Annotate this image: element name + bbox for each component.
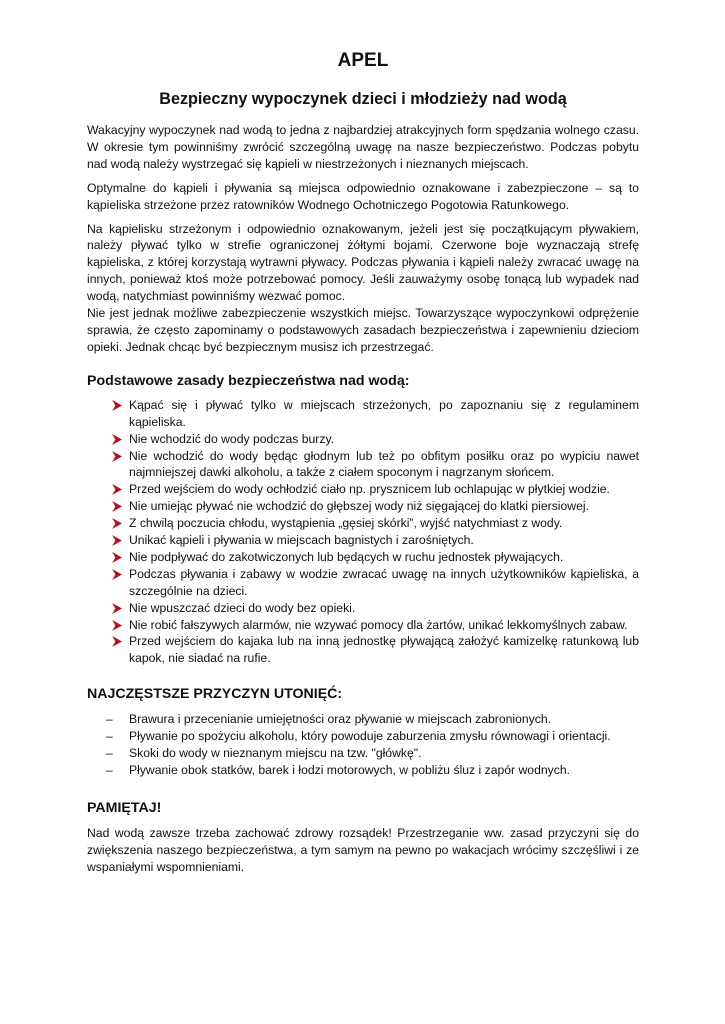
causes-list [87,711,639,779]
diamond-bullet-icon [111,569,122,580]
diamond-bullet-icon [111,603,122,614]
rule-item [87,431,639,448]
causes-heading: NAJCZĘSTSZE PRZYCZYN UTONIĘĆ: [87,686,343,703]
diamond-bullet-icon [111,518,122,529]
document-body [87,122,639,876]
page-subtitle: Bezpieczny wypoczynek dzieci i młodzieży nad wodą [159,90,567,108]
diamond-bullet-icon [111,451,122,462]
rule-text: Nie wchodzić do wody podczas burzy. [129,431,335,446]
rule-text: Nie podpływać do zakotwiczonych lub będących w ruchu jednostek pływających. [129,549,564,564]
remember-text: Nad wodą zawsze trzeba zachować zdrowy rozsądek! Przestrzeganie ww. zasad przyczyni się do zwiększenia naszego bezpieczeństwa, a tym samym na pewno po wakacjach wrócimy szczęśliwi i ze wspaniałymi wspomnieniami. [87,825,639,874]
diamond-bullet-icon [111,484,122,495]
rule-item [87,633,639,667]
diamond-bullet-icon [111,552,122,563]
cause-item [87,762,639,779]
intro-paragraph: Wakacyjny wypoczynek nad wodą to jedna z najbardziej atrakcyjnych form spędzania wolnego czasu. W okresie tym powinniśmy zwrócić szczególną uwagę na nasze bezpieczeństwo. Podczas pobytu nad wodą należy wystrzegać się kąpieli w niestrzeżonych i nieznanych miejscach. [87,123,639,171]
cause-text: Skoki do wody w nieznanym miejscu na tzw. "główkę". [129,746,422,761]
rule-text: Nie umiejąc pływać nie wchodzić do głębszej wody niż sięgającej do klatki piersiowej. [129,499,589,514]
cause-item [87,711,639,728]
intro-paragraph: Nie jest jednak możliwe zabezpieczenie wszystkich miejsc. Towarzyszące wypoczynkowi odprężenie sprawia, że często zapominamy o podstawowych zasadach bezpieczeństwa i zapewnieniu dzieciom opieki. Jednak chcąc być bezpiecznym musisz ich przestrzegać. [87,306,639,354]
dash-bullet: – [106,763,113,777]
intro-paragraph: Na kąpielisku strzeżonym i odpowiednio oznakowanym, jeżeli jest się początkującym pływakiem, należy pływać tylko w strefie ograniczonej żółtymi bojami. Czerwone boje wyznaczają strefę kąpieliska, z której korzystają wytrawni pływacy. Podczas pływania i kąpieli należy zwracać uwagę na innych, ponieważ ktoś może potrzebować pomocy. Jeśli zauważymy osobę tonącą lub wypadek nad wodą, natychmiast powinniśmy wezwać pomoc. [87,221,639,304]
cause-text: Pływanie po spożyciu alkoholu, który powoduje zaburzenia zmysłu równowagi i orientacji. [129,729,611,744]
rule-item [87,532,639,549]
rule-text: Kąpać się i pływać tylko w miejscach strzeżonych, po zapoznaniu się z regulaminem kąpieliska. [129,397,639,429]
dash-bullet: – [106,746,113,761]
rule-text: Podczas pływania i zabawy w wodzie zwracać uwagę na innych użytkowników kąpieliska, a szczególnie na dzieci. [129,566,639,598]
diamond-bullet-icon [111,620,122,631]
rule-text: Z chwilą poczucia chłodu, wystąpienia „gęsiej skórki”, wyjść natychmiast z wody. [129,516,563,531]
rule-item [87,600,639,617]
dash-bullet: – [106,712,113,727]
diamond-bullet-icon [111,400,122,411]
rule-text: Nie wchodzić do wody będąc głodnym lub też po obfitym posiłku oraz po wypiciu nawet najmniejszej dawki alkoholu, a także z ciałem spoconym i nagrzanym słońcem. [129,448,639,480]
cause-text: Pływanie obok statków, barek i łodzi motorowych, w pobliżu śluz i zapór wodnych. [129,763,570,777]
rule-item [87,481,639,498]
remember-heading: PAMIĘTAJ! [87,799,162,816]
diamond-bullet-icon [111,434,122,445]
cause-item [87,745,639,762]
rule-item [87,397,639,431]
rules-heading: Podstawowe zasady bezpieczeństwa nad wodą: [87,372,410,389]
dash-bullet: – [106,729,113,744]
cause-item [87,728,639,745]
cause-text: Brawura i przecenianie umiejętności oraz pływanie w miejscach zabronionych. [129,712,552,727]
rule-text: Unikać kąpieli i pływania w miejscach bagnistych i zarośniętych. [129,533,474,548]
rule-item [87,498,639,515]
diamond-bullet-icon [111,636,122,647]
rule-item [87,515,639,532]
rule-item [87,566,639,600]
rule-item [87,617,639,634]
rules-list [87,397,639,668]
rule-text: Przed wejściem do wody ochłodzić ciało np. prysznicem lub ochlapując w płytkiej wodzie. [129,482,610,497]
diamond-bullet-icon [111,535,122,546]
intro-paragraph: Optymalne do kąpieli i pływania są miejsca odpowiednio oznakowane i zabezpieczone – są to kąpieliska strzeżone przez ratowników Wodnego Ochotniczego Pogotowia Ratunkowego. [87,180,639,212]
rule-item [87,448,639,482]
rule-text: Nie wpuszczać dzieci do wody bez opieki. [129,600,356,615]
rule-item [87,549,639,566]
page-title: APEL [337,50,389,71]
diamond-bullet-icon [111,501,122,512]
rule-text: Nie robić fałszywych alarmów, nie wzywać pomocy dla żartów, unikać lekkomyślnych zabaw. [129,617,628,632]
rule-text: Przed wejściem do kajaka lub na inną jednostkę pływającą założyć kamizelkę ratunkową lub kapok, nie siadać na rufie. [129,634,639,666]
